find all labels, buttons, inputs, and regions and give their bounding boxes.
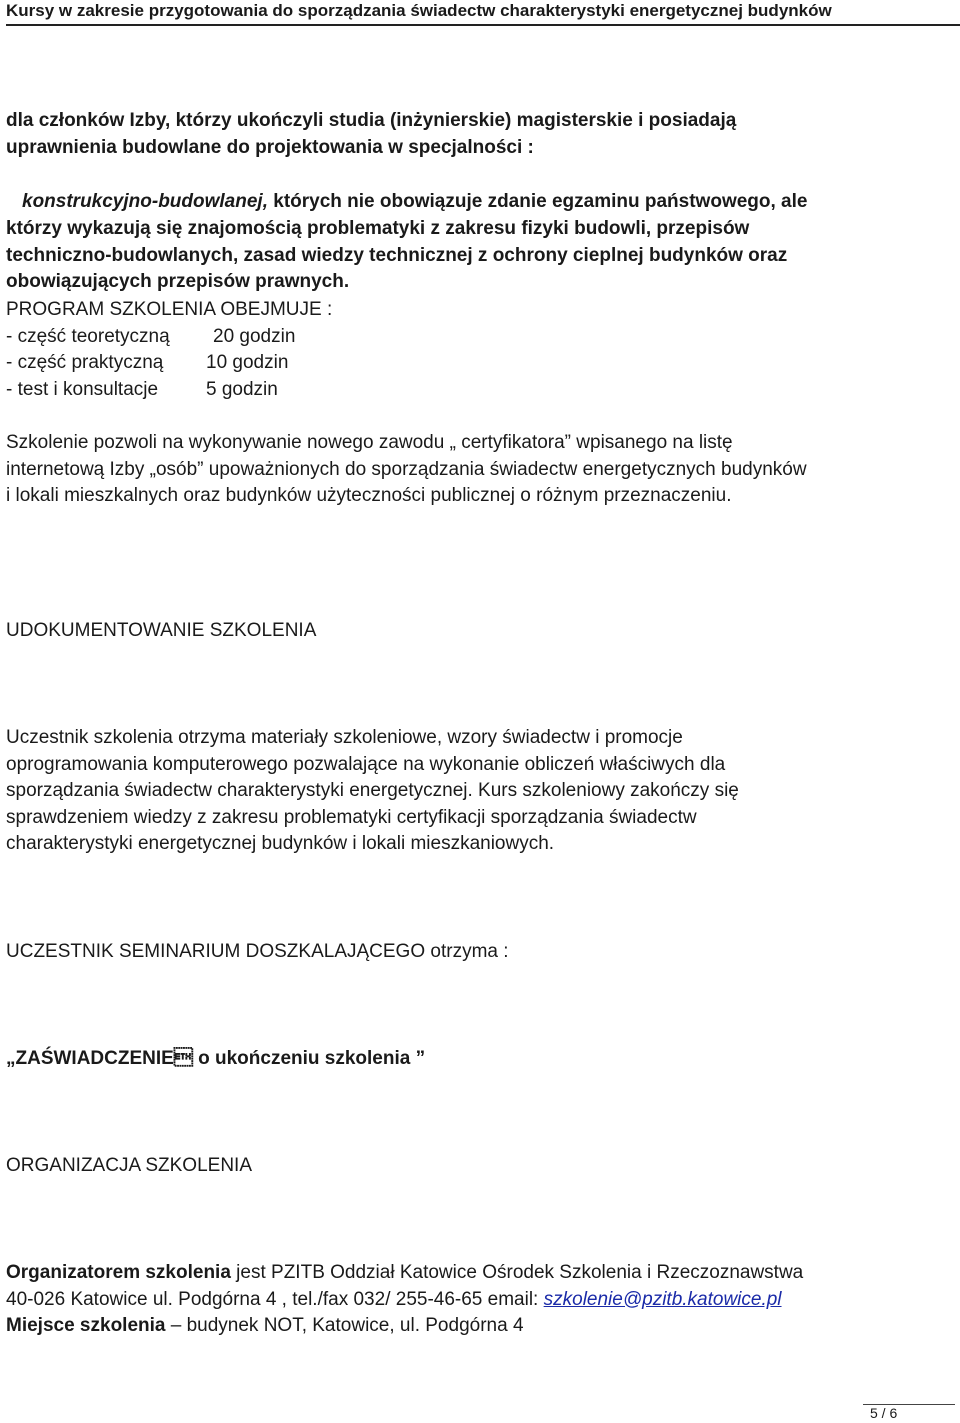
organizer-line [6, 1260, 954, 1287]
program-item [6, 377, 954, 404]
address-text: 40-026 Katowice ul. Podgórna 4 , tel./fax 032/ 255-46-65 email: [6, 1288, 544, 1310]
specialty-paragraph [22, 189, 954, 216]
documentation-line: sprawdzeniem wiedzy z zakresu problematyki certyfikacji sporządzania świadectw [6, 806, 697, 828]
purpose-line: internetową Izby „osób” upoważnionych do sporządzania świadectw energetycznych budynków [6, 458, 807, 480]
purpose-paragraph [6, 430, 954, 510]
program-item-label: - część praktyczną [6, 352, 164, 374]
specialty-paragraph-cont [6, 216, 954, 296]
place-label: Miejsce szkolenia [6, 1315, 166, 1337]
email-link[interactable]: szkolenie@pzitb.katowice.pl [543, 1288, 782, 1310]
program-item-label: - część teoretyczną [6, 325, 170, 347]
organizer-label: Organizatorem szkolenia [6, 1262, 231, 1283]
intro-line: uprawnienia budowlane do projektowania w specjalności : [6, 136, 534, 158]
specialty-line: obowiązujących przepisów prawnych. [6, 271, 350, 293]
organization-heading: ORGANIZACJA SZKOLENIA [6, 1155, 252, 1176]
place-line [6, 1313, 954, 1340]
intro-line: dla członków Izby, którzy ukończyli studia (inżynierskie) magisterskie i posiadają [6, 110, 737, 131]
organizer-text: jest PZITB Oddział Katowice Ośrodek Szkolenia i Rzeczoznawstwa [230, 1262, 804, 1283]
program-item-hours: 20 godzin [213, 325, 296, 347]
header-divider [6, 24, 960, 26]
purpose-line: i lokali mieszkalnych oraz budynków użyteczności publicznej o różnym przeznaczeniu. [6, 485, 732, 507]
documentation-line: sporządzania świadectw charakterystyki energetycznej. Kurs szkoleniowy zakończy się [6, 780, 739, 802]
specialty-text: których nie obowiązuje zdanie egzaminu państwowego, ale [267, 191, 808, 212]
specialty-line: techniczno-budowlanych, zasad wiedzy technicznej z ochrony cieplnej budynków oraz [6, 244, 788, 266]
documentation-line: charakterystyki energetycznej budynków i lokali mieszkaniowych. [6, 833, 555, 855]
documentation-line: Uczestnik szkolenia otrzyma materiały szkoleniowe, wzory świadectw i promocje [6, 727, 683, 748]
seminar-heading: UCZESTNIK SEMINARIUM DOSZKALAJĄCEGO otrzyma : [6, 941, 509, 962]
documentation-heading: UDOKUMENTOWANIE SZKOLENIA [6, 620, 317, 641]
document-title: Kursy w zakresie przygotowania do sporządzania świadectw charakterystyki energetycznej budynków [6, 1, 832, 20]
purpose-line: Szkolenie pozwoli na wykonywanie nowego zawodu „ certyfikatora” wpisanego na listę [6, 432, 733, 453]
page-header [6, 0, 956, 24]
place-text: – budynek NOT, Katowice, ul. Podgórna 4 [165, 1315, 524, 1337]
program-heading: PROGRAM SZKOLENIA OBEJMUJE : [6, 299, 333, 320]
intro-paragraph [6, 108, 954, 161]
specialty-line [22, 189, 954, 216]
documentation-paragraph [6, 725, 954, 858]
organization-paragraph [6, 1260, 954, 1340]
program-item-hours: 10 godzin [206, 352, 289, 374]
program-item-hours: 5 godzin [206, 378, 278, 400]
program-item [6, 350, 954, 377]
program-item [6, 324, 954, 351]
specialty-name: konstrukcyjno-budowlanej, [22, 191, 268, 212]
address-line [6, 1287, 954, 1314]
program-section [6, 297, 954, 403]
documentation-line: oprogramowania komputerowego pozwalające na wykonanie obliczeń właściwych dla [6, 753, 726, 775]
page-number: 5 / 6 [870, 1405, 898, 1421]
program-item-label: - test i konsultacje [6, 378, 159, 400]
specialty-line: którzy wykazują się znajomością problematyki z zakresu fizyki budowli, przepisów [6, 218, 750, 239]
certificate-title: „ZAŚWIADCZENIE o ukończeniu szkolenia ” [6, 1048, 426, 1069]
